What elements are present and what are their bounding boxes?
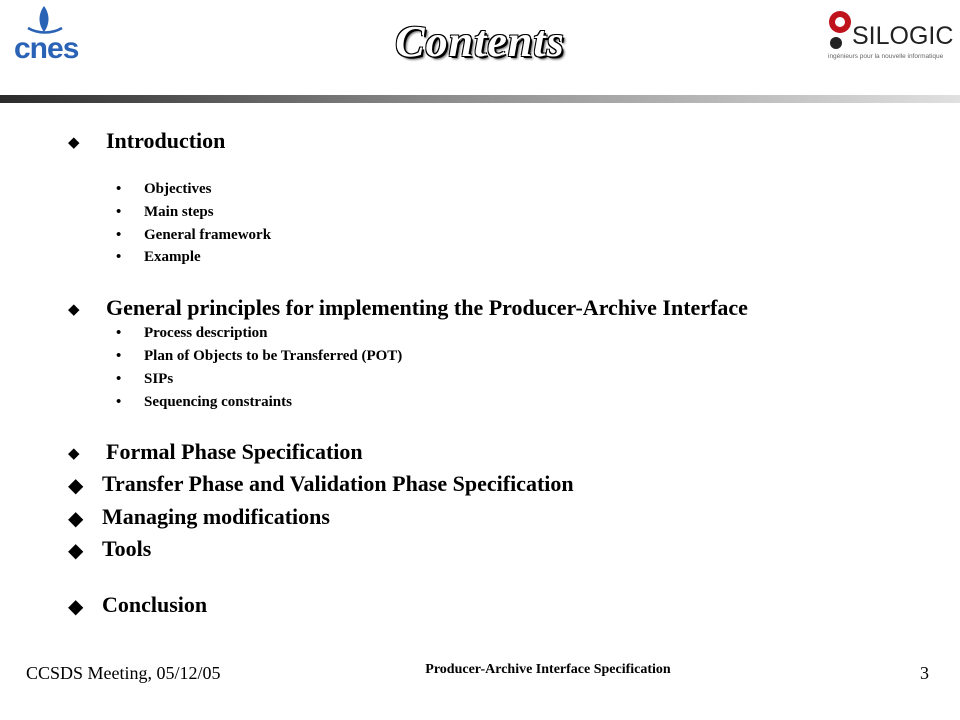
diamond-bullet-icon: ◆ [68,446,80,463]
diamond-bullet-icon: ◆ [68,135,80,152]
section-introduction [68,128,225,154]
dot-bullet-icon: • [116,204,122,220]
subitem-label: Objectives [144,181,212,197]
dot-bullet-icon: • [116,348,122,364]
silogic-tagline: ingénieurs pour la nouvelle informatique [828,53,944,60]
subitem-main-steps [116,204,214,221]
section-label: Formal Phase Specification [106,439,363,464]
diamond-bullet-icon: ◆ [68,302,80,319]
section-transfer-validation [68,471,574,498]
cnes-logo-text: cnes [14,32,79,65]
footer-meeting: CCSDS Meeting, 05/12/05 [26,663,221,683]
dot-bullet-icon: • [116,325,122,341]
diamond-bullet-icon: ◆ [68,508,84,531]
section-label: Conclusion [102,592,208,617]
subitem-label: Example [144,249,201,265]
subitem-objectives [116,181,211,198]
subitem-label: SIPs [144,371,174,387]
dot-bullet-icon: • [116,371,122,387]
subitem-example [116,249,201,266]
subitem-pot [116,348,402,365]
title-underline-bar [0,95,960,103]
diamond-bullet-icon: ◆ [68,596,84,619]
subitem-label: Plan of Objects to be Transferred (POT) [144,348,403,364]
dot-bullet-icon: • [116,249,122,265]
section-label: Transfer Phase and Validation Phase Specification [102,471,574,496]
silogic-logo-text: SILOGIC [852,22,954,50]
footer-title: Producer-Archive Interface Specification [425,662,671,677]
page-number: 3 [920,663,929,683]
subitem-label: Sequencing constraints [144,394,292,410]
section-tools [68,536,151,563]
section-conclusion [68,592,207,619]
slide-title: Contents [395,17,565,66]
diamond-bullet-icon: ◆ [68,475,84,498]
dot-bullet-icon: • [116,181,122,197]
subitem-label: General framework [144,227,272,243]
subitem-sequencing-constraints [116,394,292,411]
subitem-label: Process description [144,325,268,341]
subitem-sips [116,371,173,388]
section-label: Tools [102,536,152,561]
subitem-general-framework [116,227,271,244]
subitem-process-description [116,325,267,342]
section-general-principles [68,295,748,321]
diamond-bullet-icon: ◆ [68,540,84,563]
subitem-label: Main steps [144,204,214,220]
dot-bullet-icon: • [116,227,122,243]
section-managing-modifications [68,504,330,531]
section-label: General principles for implementing the Producer-Archive Interface [106,295,748,320]
section-label: Managing modifications [102,504,330,529]
section-label: Introduction [106,128,226,153]
dot-bullet-icon: • [116,394,122,410]
section-formal-phase [68,439,363,465]
